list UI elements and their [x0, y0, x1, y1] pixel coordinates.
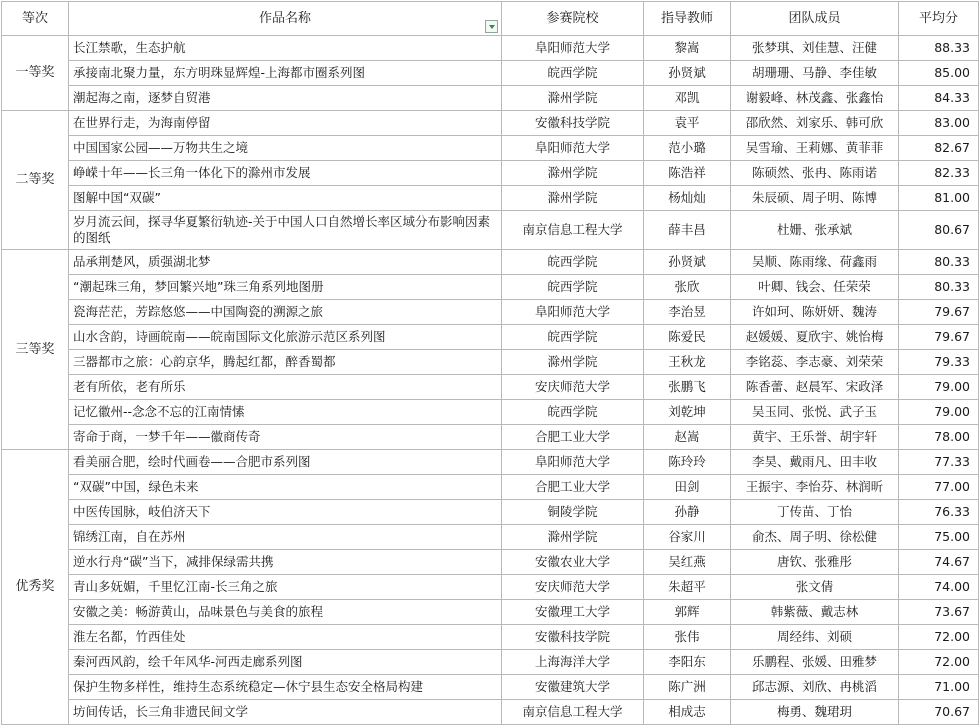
members-cell[interactable]: 邵欣然、刘家乐、韩可欣 — [731, 111, 899, 136]
title-cell[interactable]: 中医传国脉，岐伯济天下 — [69, 500, 502, 525]
table-row — [2, 575, 979, 600]
school-cell[interactable]: 南京信息工程大学 — [502, 211, 644, 250]
teacher-cell[interactable]: 张欣 — [644, 275, 731, 300]
teacher-cell[interactable]: 陈爱民 — [644, 325, 731, 350]
table-row — [2, 600, 979, 625]
table-row — [2, 650, 979, 675]
school-cell[interactable]: 铜陵学院 — [502, 500, 644, 525]
title-cell[interactable]: 在世界行走，为海南停留 — [69, 111, 502, 136]
table-row — [2, 211, 979, 250]
members-cell[interactable]: 李昊、戴雨凡、田丰收 — [731, 450, 899, 475]
school-cell[interactable]: 安徽科技学院 — [502, 111, 644, 136]
score-cell[interactable]: 84.33 — [899, 86, 979, 111]
members-cell[interactable]: 赵媛媛、夏欣宇、姚怡梅 — [731, 325, 899, 350]
title-cell[interactable]: “潮起珠三角，梦回繁兴地”珠三角系列地图册 — [69, 275, 502, 300]
school-cell[interactable]: 安徽理工大学 — [502, 600, 644, 625]
score-cell[interactable]: 76.33 — [899, 500, 979, 525]
title-cell[interactable]: 三器都市之旅：心韵京华，腾起红都，醉香蜀都 — [69, 350, 502, 375]
score-cell[interactable]: 70.67 — [899, 700, 979, 725]
table-row — [2, 136, 979, 161]
title-cell[interactable]: 岁月流云间，探寻华夏繁衍轨迹-关于中国人口自然增长率区域分布影响因素的图纸 — [69, 211, 502, 250]
table-row — [2, 425, 979, 450]
table-row — [2, 111, 979, 136]
title-cell[interactable]: 长江禁歌，生态护航 — [69, 36, 502, 61]
table-row — [2, 350, 979, 375]
school-cell[interactable]: 安徽建筑大学 — [502, 675, 644, 700]
school-cell[interactable]: 上海海洋大学 — [502, 650, 644, 675]
teacher-cell[interactable]: 李阳东 — [644, 650, 731, 675]
title-cell[interactable]: 老有所依，老有所乐 — [69, 375, 502, 400]
teacher-cell[interactable]: 相成志 — [644, 700, 731, 725]
table-row — [2, 475, 979, 500]
school-cell[interactable]: 阜阳师范大学 — [502, 136, 644, 161]
teacher-cell[interactable]: 张鹏飞 — [644, 375, 731, 400]
members-cell[interactable]: 陈硕然、张冉、陈雨诺 — [731, 161, 899, 186]
score-cell[interactable]: 80.33 — [899, 275, 979, 300]
table-row — [2, 675, 979, 700]
title-cell[interactable]: 品承荆楚风，质强湖北梦 — [69, 250, 502, 275]
table-row — [2, 700, 979, 725]
teacher-cell[interactable]: 杨灿灿 — [644, 186, 731, 211]
members-cell[interactable]: 吴玉同、张悦、武子玉 — [731, 400, 899, 425]
score-cell[interactable]: 88.33 — [899, 36, 979, 61]
table-row — [2, 36, 979, 61]
tier-cell[interactable]: 一等奖 — [2, 36, 69, 111]
title-cell[interactable]: 记忆徽州--念念不忘的江南情愫 — [69, 400, 502, 425]
members-cell[interactable]: 李铭蕊、李志豪、刘荣荣 — [731, 350, 899, 375]
school-cell[interactable]: 安庆师范大学 — [502, 575, 644, 600]
table-body — [2, 36, 979, 725]
score-cell[interactable]: 80.33 — [899, 250, 979, 275]
members-cell[interactable]: 胡珊珊、马静、李佳敏 — [731, 61, 899, 86]
score-cell[interactable]: 79.67 — [899, 300, 979, 325]
title-cell[interactable]: 图解中国“双碳” — [69, 186, 502, 211]
teacher-cell[interactable]: 张伟 — [644, 625, 731, 650]
score-cell[interactable]: 82.33 — [899, 161, 979, 186]
school-cell[interactable]: 阜阳师范大学 — [502, 36, 644, 61]
awards-table — [1, 1, 979, 725]
column-header-members[interactable]: 团队成员 — [731, 2, 899, 36]
table-row — [2, 550, 979, 575]
score-cell[interactable]: 74.67 — [899, 550, 979, 575]
members-cell[interactable]: 叶卿、钱会、任荣荣 — [731, 275, 899, 300]
members-cell[interactable]: 俞杰、周子明、徐松健 — [731, 525, 899, 550]
members-cell[interactable]: 唐钦、张雅彤 — [731, 550, 899, 575]
table-row — [2, 250, 979, 275]
score-cell[interactable]: 80.67 — [899, 211, 979, 250]
tier-cell[interactable]: 三等奖 — [2, 250, 69, 450]
teacher-cell[interactable]: 孙贤斌 — [644, 250, 731, 275]
members-cell[interactable]: 谢毅峰、林茂鑫、张鑫怡 — [731, 86, 899, 111]
members-cell[interactable]: 张梦琪、刘佳慧、汪健 — [731, 36, 899, 61]
school-cell[interactable]: 滁州学院 — [502, 161, 644, 186]
members-cell[interactable]: 韩紫薇、戴志林 — [731, 600, 899, 625]
chevron-down-icon — [489, 25, 495, 29]
column-header-teacher[interactable]: 指导教师 — [644, 2, 731, 36]
title-cell[interactable]: 青山多妩媚，千里忆江南-长三角之旅 — [69, 575, 502, 600]
teacher-cell[interactable]: 陈浩祥 — [644, 161, 731, 186]
score-cell[interactable]: 79.00 — [899, 400, 979, 425]
score-cell[interactable]: 74.00 — [899, 575, 979, 600]
score-cell[interactable]: 81.00 — [899, 186, 979, 211]
tier-cell[interactable]: 二等奖 — [2, 111, 69, 250]
title-cell[interactable]: 保护生物多样性，维持生态系统稳定—休宁县生态安全格局构建 — [69, 675, 502, 700]
teacher-cell[interactable]: 郭辉 — [644, 600, 731, 625]
school-cell[interactable]: 合肥工业大学 — [502, 425, 644, 450]
score-cell[interactable]: 72.00 — [899, 650, 979, 675]
teacher-cell[interactable]: 孙贤斌 — [644, 61, 731, 86]
title-cell[interactable]: 安徽之美：畅游黄山，品味景色与美食的旅程 — [69, 600, 502, 625]
school-cell[interactable]: 安庆师范大学 — [502, 375, 644, 400]
school-cell[interactable]: 皖西学院 — [502, 325, 644, 350]
score-cell[interactable]: 73.67 — [899, 600, 979, 625]
school-cell[interactable]: 合肥工业大学 — [502, 475, 644, 500]
score-cell[interactable]: 79.67 — [899, 325, 979, 350]
teacher-cell[interactable]: 吴红燕 — [644, 550, 731, 575]
members-cell[interactable]: 邱志源、刘欣、冉桃滔 — [731, 675, 899, 700]
school-cell[interactable]: 皖西学院 — [502, 400, 644, 425]
members-cell[interactable]: 黄宇、王乐誉、胡宇轩 — [731, 425, 899, 450]
table-row — [2, 61, 979, 86]
members-cell[interactable]: 朱辰硕、周子明、陈博 — [731, 186, 899, 211]
teacher-cell[interactable]: 黎嵩 — [644, 36, 731, 61]
teacher-cell[interactable]: 邓凯 — [644, 86, 731, 111]
school-cell[interactable]: 滁州学院 — [502, 350, 644, 375]
title-cell[interactable]: 中国国家公园——万物共生之境 — [69, 136, 502, 161]
members-cell[interactable]: 乐鹏程、张媛、田雅梦 — [731, 650, 899, 675]
table-row — [2, 450, 979, 475]
filter-dropdown-button[interactable] — [485, 20, 498, 33]
teacher-cell[interactable]: 赵嵩 — [644, 425, 731, 450]
title-cell[interactable]: 秦河西风韵，绘千年风华-河西走廊系列图 — [69, 650, 502, 675]
table-row — [2, 375, 979, 400]
teacher-cell[interactable]: 袁平 — [644, 111, 731, 136]
title-cell[interactable]: 瓷海茫茫，芳踪悠悠——中国陶瓷的溯源之旅 — [69, 300, 502, 325]
title-cell[interactable]: 寄命于商，一梦千年——徽商传奇 — [69, 425, 502, 450]
column-header-title[interactable] — [69, 2, 502, 36]
members-cell[interactable]: 周经纬、刘硕 — [731, 625, 899, 650]
teacher-cell[interactable]: 田剑 — [644, 475, 731, 500]
members-cell[interactable]: 丁传苗、丁怡 — [731, 500, 899, 525]
school-cell[interactable]: 安徽科技学院 — [502, 625, 644, 650]
school-cell[interactable]: 滁州学院 — [502, 86, 644, 111]
teacher-cell[interactable]: 刘乾坤 — [644, 400, 731, 425]
teacher-cell[interactable]: 李治昱 — [644, 300, 731, 325]
teacher-cell[interactable]: 朱超平 — [644, 575, 731, 600]
school-cell[interactable]: 皖西学院 — [502, 250, 644, 275]
title-cell[interactable]: 峥嵘十年——长三角一体化下的滁州市发展 — [69, 161, 502, 186]
school-cell[interactable]: 阜阳师范大学 — [502, 300, 644, 325]
score-cell[interactable]: 82.67 — [899, 136, 979, 161]
title-cell[interactable]: 淮左名都，竹西佳处 — [69, 625, 502, 650]
title-cell[interactable]: 山水含韵，诗画皖南——皖南国际文化旅游示范区系列图 — [69, 325, 502, 350]
title-cell[interactable]: 锦绣江南，自在苏州 — [69, 525, 502, 550]
score-cell[interactable]: 78.00 — [899, 425, 979, 450]
members-cell[interactable]: 王振宇、李怡芬、林润昕 — [731, 475, 899, 500]
school-cell[interactable]: 皖西学院 — [502, 61, 644, 86]
score-cell[interactable]: 77.33 — [899, 450, 979, 475]
table-row — [2, 625, 979, 650]
title-cell[interactable]: 看美丽合肥，绘时代画卷——合肥市系列图 — [69, 450, 502, 475]
title-cell[interactable]: “双碳”中国，绿色未来 — [69, 475, 502, 500]
column-header-school[interactable]: 参赛院校 — [502, 2, 644, 36]
members-cell[interactable]: 张文倩 — [731, 575, 899, 600]
column-header-score[interactable]: 平均分 — [899, 2, 979, 36]
members-cell[interactable]: 吴顺、陈雨缘、荷鑫雨 — [731, 250, 899, 275]
score-cell[interactable]: 79.33 — [899, 350, 979, 375]
school-cell[interactable]: 安徽农业大学 — [502, 550, 644, 575]
school-cell[interactable]: 阜阳师范大学 — [502, 450, 644, 475]
score-cell[interactable]: 79.00 — [899, 375, 979, 400]
column-header-title-label: 作品名称 — [258, 10, 311, 26]
score-cell[interactable]: 71.00 — [899, 675, 979, 700]
table-row — [2, 186, 979, 211]
column-header-tier[interactable]: 等次 — [2, 2, 69, 36]
teacher-cell[interactable]: 孙静 — [644, 500, 731, 525]
members-cell[interactable]: 梅勇、魏珺玥 — [731, 700, 899, 725]
table-row — [2, 275, 979, 300]
members-cell[interactable]: 杜姗、张承斌 — [731, 211, 899, 250]
score-cell[interactable]: 83.00 — [899, 111, 979, 136]
score-cell[interactable]: 85.00 — [899, 61, 979, 86]
title-cell[interactable]: 承接南北聚力量，东方明珠显辉煌-上海都市圈系列图 — [69, 61, 502, 86]
score-cell[interactable]: 75.00 — [899, 525, 979, 550]
title-cell[interactable]: 潮起海之南，逐梦自贸港 — [69, 86, 502, 111]
teacher-cell[interactable]: 薛丰昌 — [644, 211, 731, 250]
school-cell[interactable]: 皖西学院 — [502, 275, 644, 300]
score-cell[interactable]: 72.00 — [899, 625, 979, 650]
teacher-cell[interactable]: 谷家川 — [644, 525, 731, 550]
members-cell[interactable]: 许如珂、陈妍妍、魏涛 — [731, 300, 899, 325]
teacher-cell[interactable]: 范小璐 — [644, 136, 731, 161]
school-cell[interactable]: 滁州学院 — [502, 525, 644, 550]
teacher-cell[interactable]: 陈玲玲 — [644, 450, 731, 475]
table-row — [2, 325, 979, 350]
table-row — [2, 400, 979, 425]
table-row — [2, 525, 979, 550]
school-cell[interactable]: 滁州学院 — [502, 186, 644, 211]
members-cell[interactable]: 吴雪瑜、王莉娜、黄菲菲 — [731, 136, 899, 161]
table-row — [2, 300, 979, 325]
tier-cell[interactable]: 优秀奖 — [2, 450, 69, 725]
table-row — [2, 500, 979, 525]
teacher-cell[interactable]: 陈广洲 — [644, 675, 731, 700]
members-cell[interactable]: 陈香蕾、赵晨军、宋政泽 — [731, 375, 899, 400]
teacher-cell[interactable]: 王秋龙 — [644, 350, 731, 375]
school-cell[interactable]: 南京信息工程大学 — [502, 700, 644, 725]
table-row — [2, 86, 979, 111]
table-row — [2, 161, 979, 186]
title-cell[interactable]: 逆水行舟“碳”当下，减排保绿需共携 — [69, 550, 502, 575]
title-cell[interactable]: 坊间传话，长三角非遗民间文学 — [69, 700, 502, 725]
score-cell[interactable]: 77.00 — [899, 475, 979, 500]
header-row — [2, 2, 979, 36]
